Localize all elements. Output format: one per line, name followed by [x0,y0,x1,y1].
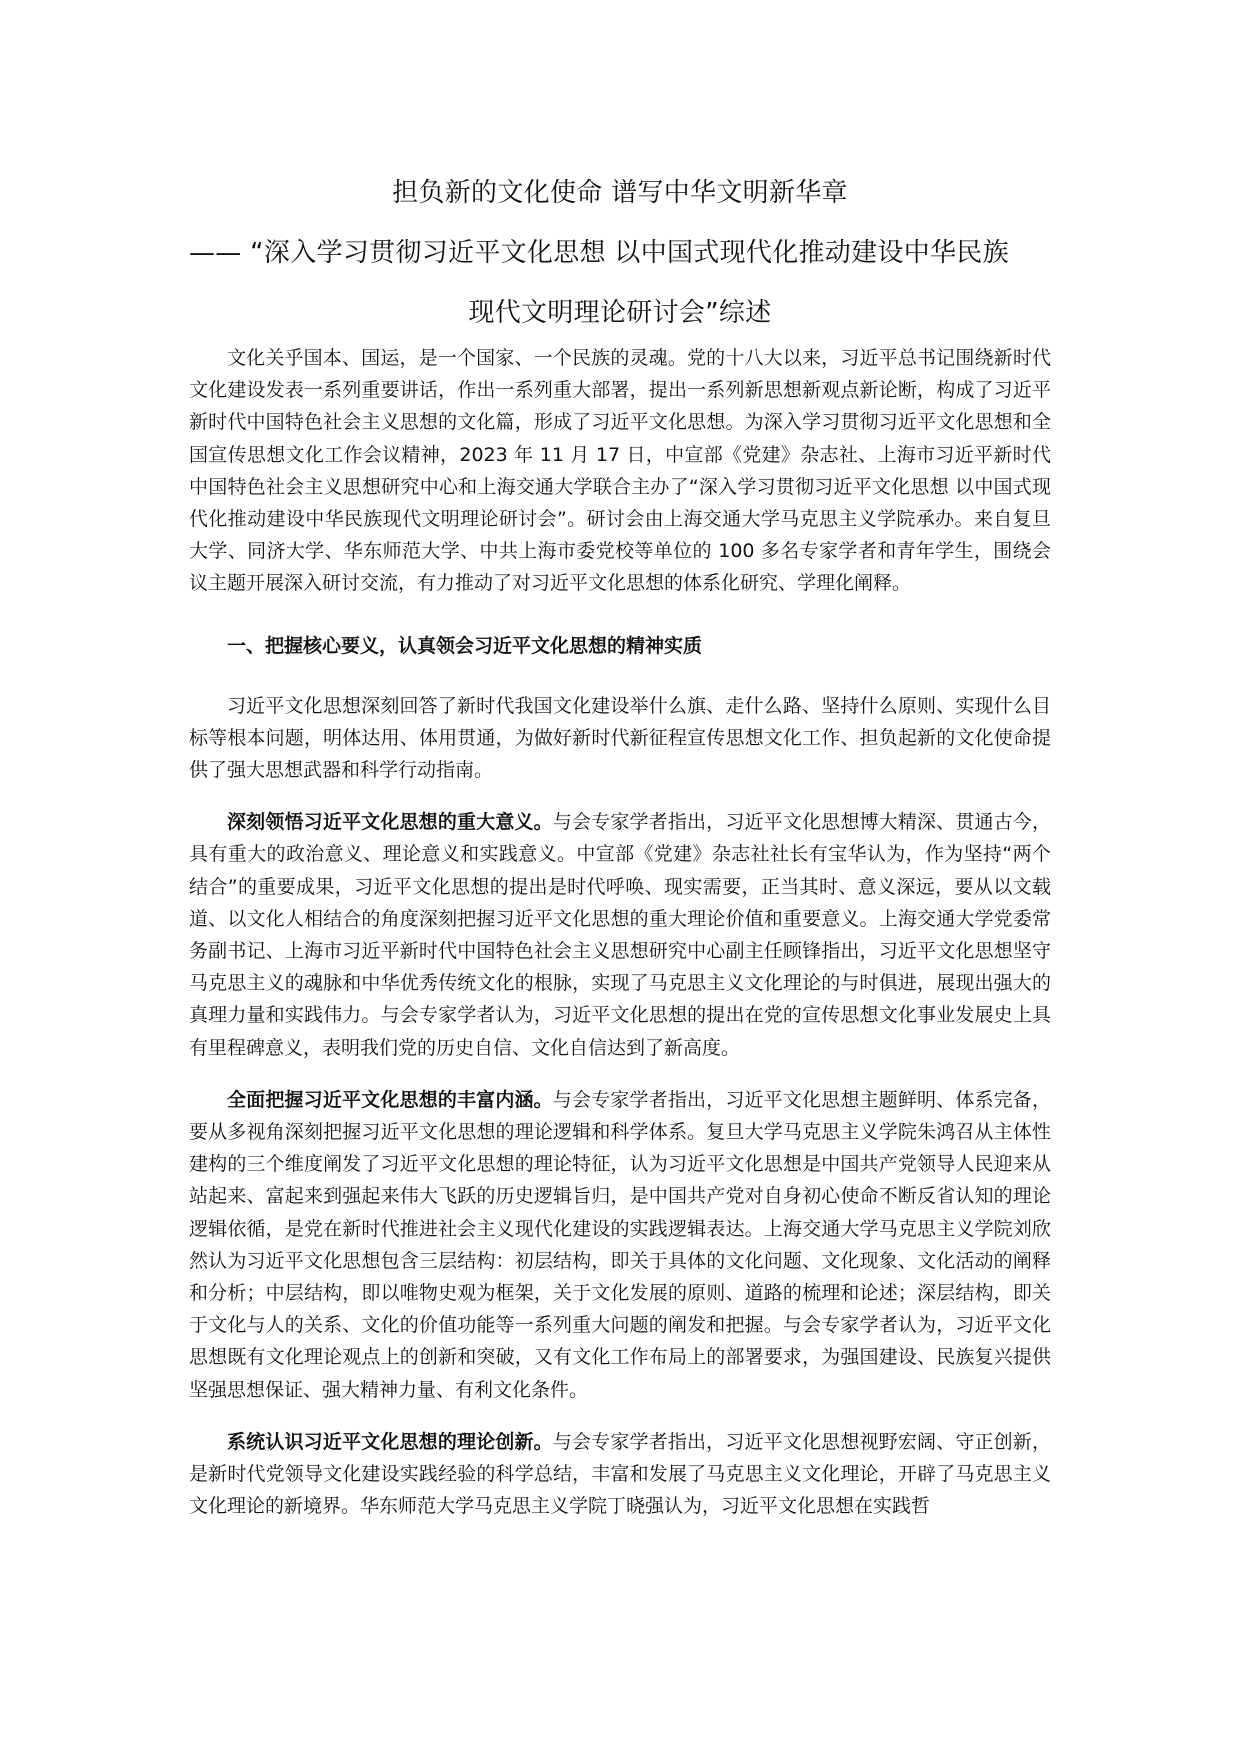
innovation-lead: 系统认识习近平文化思想的理论创新。 [227,1430,553,1453]
document-title: 担负新的文化使命 谱写中华文明新华章 [392,178,848,208]
connotation-body: 与会专家学者指出，习近平文化思想主题鲜明、体系完备，要从多视角深刻把握习近平文化思想的理论逻辑和科学体系。复旦大学马克思主义学院朱鸿召从主体性建构的三个维度阐发了习近平文化思想的理论特征，认为习近平文化思想是中国共产党领导人民迎来从站起来、富起来到强起来伟大飞跃的历史逻辑旨归，是中国共产党对自身初心使命不断反省认知的理论逻辑依循，是党在新时代推进社会主义现代化建设的实践逻辑表达。上海交通大学马克思主义学院刘欣然认为习近平文化思想包含三层结构：初层结构，即关于具体的文化问题、文化现象、文化活动的阐释和分析；中层结构，即以唯物史观为框架，关于文化发展的原则、道路的梳理和论述；深层结构，即关于文化与人的关系、文化的价值功能等一系列重大问题的阐发和把握。与会专家学者认为，习近平文化思想既有文化理论观点上的创新和突破，又有文化工作布局上的部署要求，为强国建设、民族复兴提供坚强思想保证、强大精神力量、有利文化条件。 [189,1088,1051,1401]
section1-intro-paragraph: 习近平文化思想深刻回答了新时代我国文化建设举什么旗、走什么路、坚持什么原则、实现什么目标等根本问题，明体达用、体用贯通，为做好新时代新征程宣传思想文化工作、担负起新的文化使命提供了强大思想武器和科学行动指南。 [189,694,1051,782]
significance-paragraph [189,806,1051,1064]
document-subtitle-line1: —— “深入学习贯彻习近平文化思想 以中国式现代化推动建设中华民族 [189,238,1009,268]
innovation-paragraph [189,1426,1051,1523]
section-heading-1: 一、把握核心要义，认真领会习近平文化思想的精神实质 [227,634,703,657]
intro-paragraph: 文化关乎国本、国运，是一个国家、一个民族的灵魂。党的十八大以来，习近平总书记围绕新时代文化建设发表一系列重要讲话，作出一系列重大部署，提出一系列新思想新观点新论断，构成了习近平新时代中国特色社会主义思想的文化篇，形成了习近平文化思想。为深入学习贯彻习近平文化思想和全国宣传思想文化工作会议精神，2023 年 11 月 17 日，中宣部《党建》杂志社、上海市习近平新时代中国特色社会主义思想研究中心和上海交通大学联合主办了“深入学习贯彻习近平文化思想 以中国式现代化推动建设中华民族现代文明理论研讨会”。研讨会由上海交通大学马克思主义学院承办。来自复旦大学、同济大学、华东师范大学、中共上海市委党校等单位的 100 多名专家学者和青年学生，围绕会议主题开展深入研讨交流，有力推动了对习近平文化思想的体系化研究、学理化阐释。 [189,347,1051,595]
document-body [189,176,1051,1543]
innovation-body: 与会专家学者指出，习近平文化思想视野宏阔、守正创新，是新时代党领导文化建设实践经验的科学总结，丰富和发展了马克思主义文化理论，开辟了马克思主义文化理论的新境界。华东师范大学马克思主义学院丁晓强认为，习近平文化思想在实践哲 [189,1430,1051,1518]
document-subtitle-line2: 现代文明理论研讨会”综述 [468,298,772,328]
significance-body: 与会专家学者指出，习近平文化思想博大精深、贯通古今，具有重大的政治意义、理论意义和实践意义。中宣部《党建》杂志社社长有宝华认为，作为坚持“两个结合”的重要成果，习近平文化思想的提出是时代呼唤、现实需要，正当其时、意义深远，要从以文载道、以文化人相结合的角度深刻把握习近平文化思想的重大理论价值和重要意义。上海交通大学党委常务副书记、上海市习近平新时代中国特色社会主义思想研究中心副主任顾锋指出，习近平文化思想坚守马克思主义的魂脉和中华优秀传统文化的根脉，实现了马克思主义文化理论的与时俱进，展现出强大的真理力量和实践伟力。与会专家学者认为，习近平文化思想的提出在党的宣传思想文化事业发展史上具有里程碑意义，表明我们党的历史自信、文化自信达到了新高度。 [189,811,1051,1059]
connotation-paragraph [189,1084,1051,1406]
significance-lead: 深刻领悟习近平文化思想的重大意义。 [227,811,553,834]
connotation-lead: 全面把握习近平文化思想的丰富内涵。 [227,1088,553,1111]
